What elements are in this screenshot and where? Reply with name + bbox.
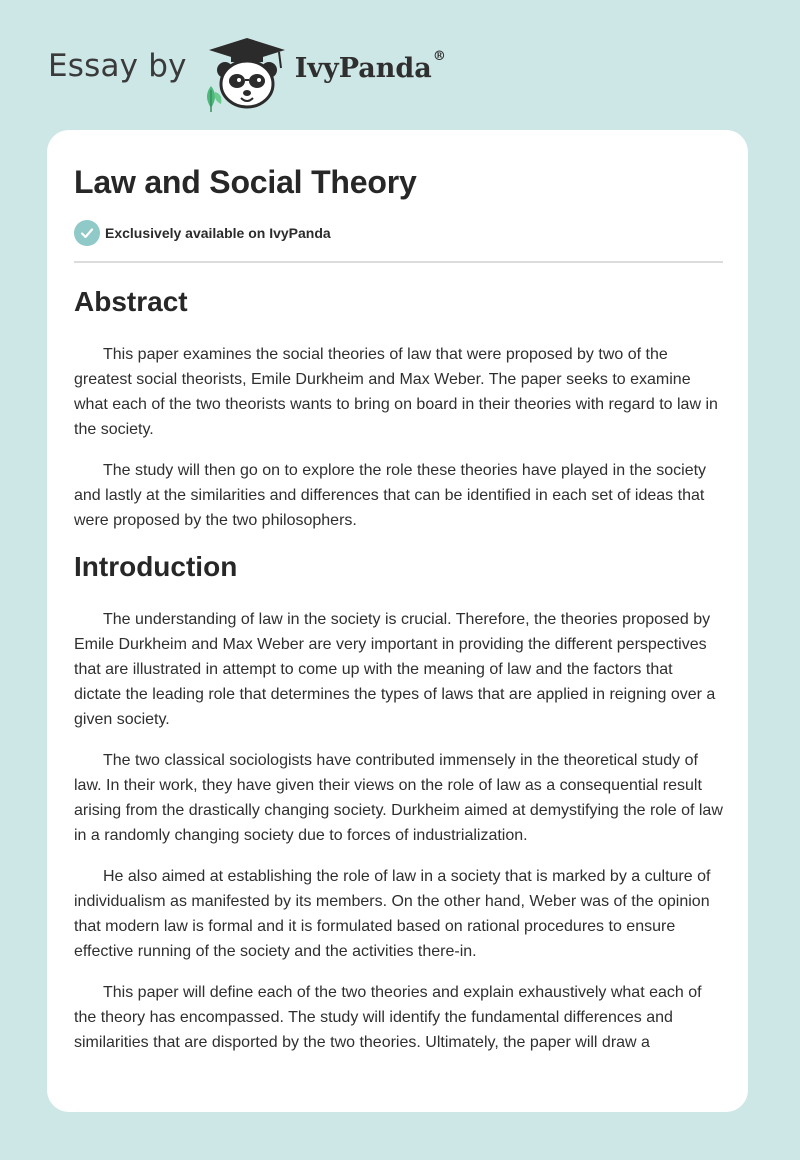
brand-prefix: Essay by [48, 48, 187, 84]
paragraph: This paper will define each of the two theories and explain exhaustively what each of the theory has encompassed. The study will identify the fundamental differences and similarities that are disported by the two theories. Ultimately, the paper will draw a [74, 984, 702, 1051]
exclusive-badge [74, 220, 331, 246]
essay-card [47, 130, 748, 1112]
brand-name [294, 48, 446, 84]
paragraph: The two classical sociologists have contributed immensely in the theoretical study of law. In their work, they have given their views on the role of law as a consequential result arising from the drastically changing society. Durkheim aimed at demystifying the role of law in a randomly changing society due to forces of industrialization. [74, 752, 723, 844]
brand-header[interactable] [48, 34, 446, 114]
paragraph: He also aimed at establishing the role of law in a society that is marked by a culture of individualism as manifested by its members. On the other hand, Weber was of the opinion that modern law is formal and it is formulated based on rational procedures to ensure effective running of the society and the activities there-in. [74, 868, 711, 960]
section-heading: Introduction [74, 551, 238, 582]
badge-text: Exclusively available on IvyPanda [105, 225, 331, 241]
page-title: Law and Social Theory [74, 164, 417, 200]
divider [74, 261, 723, 263]
check-icon [74, 220, 100, 246]
section-abstract [74, 284, 723, 533]
panda-graduate-icon [201, 34, 293, 114]
paragraph: The understanding of law in the society is crucial. Therefore, the theories proposed by Emile Durkheim and Max Weber are very important in providing the different perspectives that are illustrated in attempt to come up with the meaning of law and the factors that dictate the leading role that determines the types of laws that are applied in reigning over a given society. [74, 611, 716, 728]
brand-name-text: IvyPanda [294, 52, 432, 84]
registered-mark: ® [432, 48, 446, 64]
essay-body [74, 278, 723, 1071]
section-introduction [74, 549, 723, 1055]
paragraph: This paper examines the social theories of law that were proposed by two of the greatest social theorists, Emile Durkheim and Max Weber. The paper seeks to examine what each of the two theorists wants to bring on board in their theories with regard to law in the society. [74, 346, 718, 438]
section-heading: Abstract [74, 286, 188, 317]
paragraph: The study will then go on to explore the role these theories have played in the society and lastly at the similarities and differences that can be identified in each set of ideas that were proposed by the two philosophers. [74, 462, 707, 529]
